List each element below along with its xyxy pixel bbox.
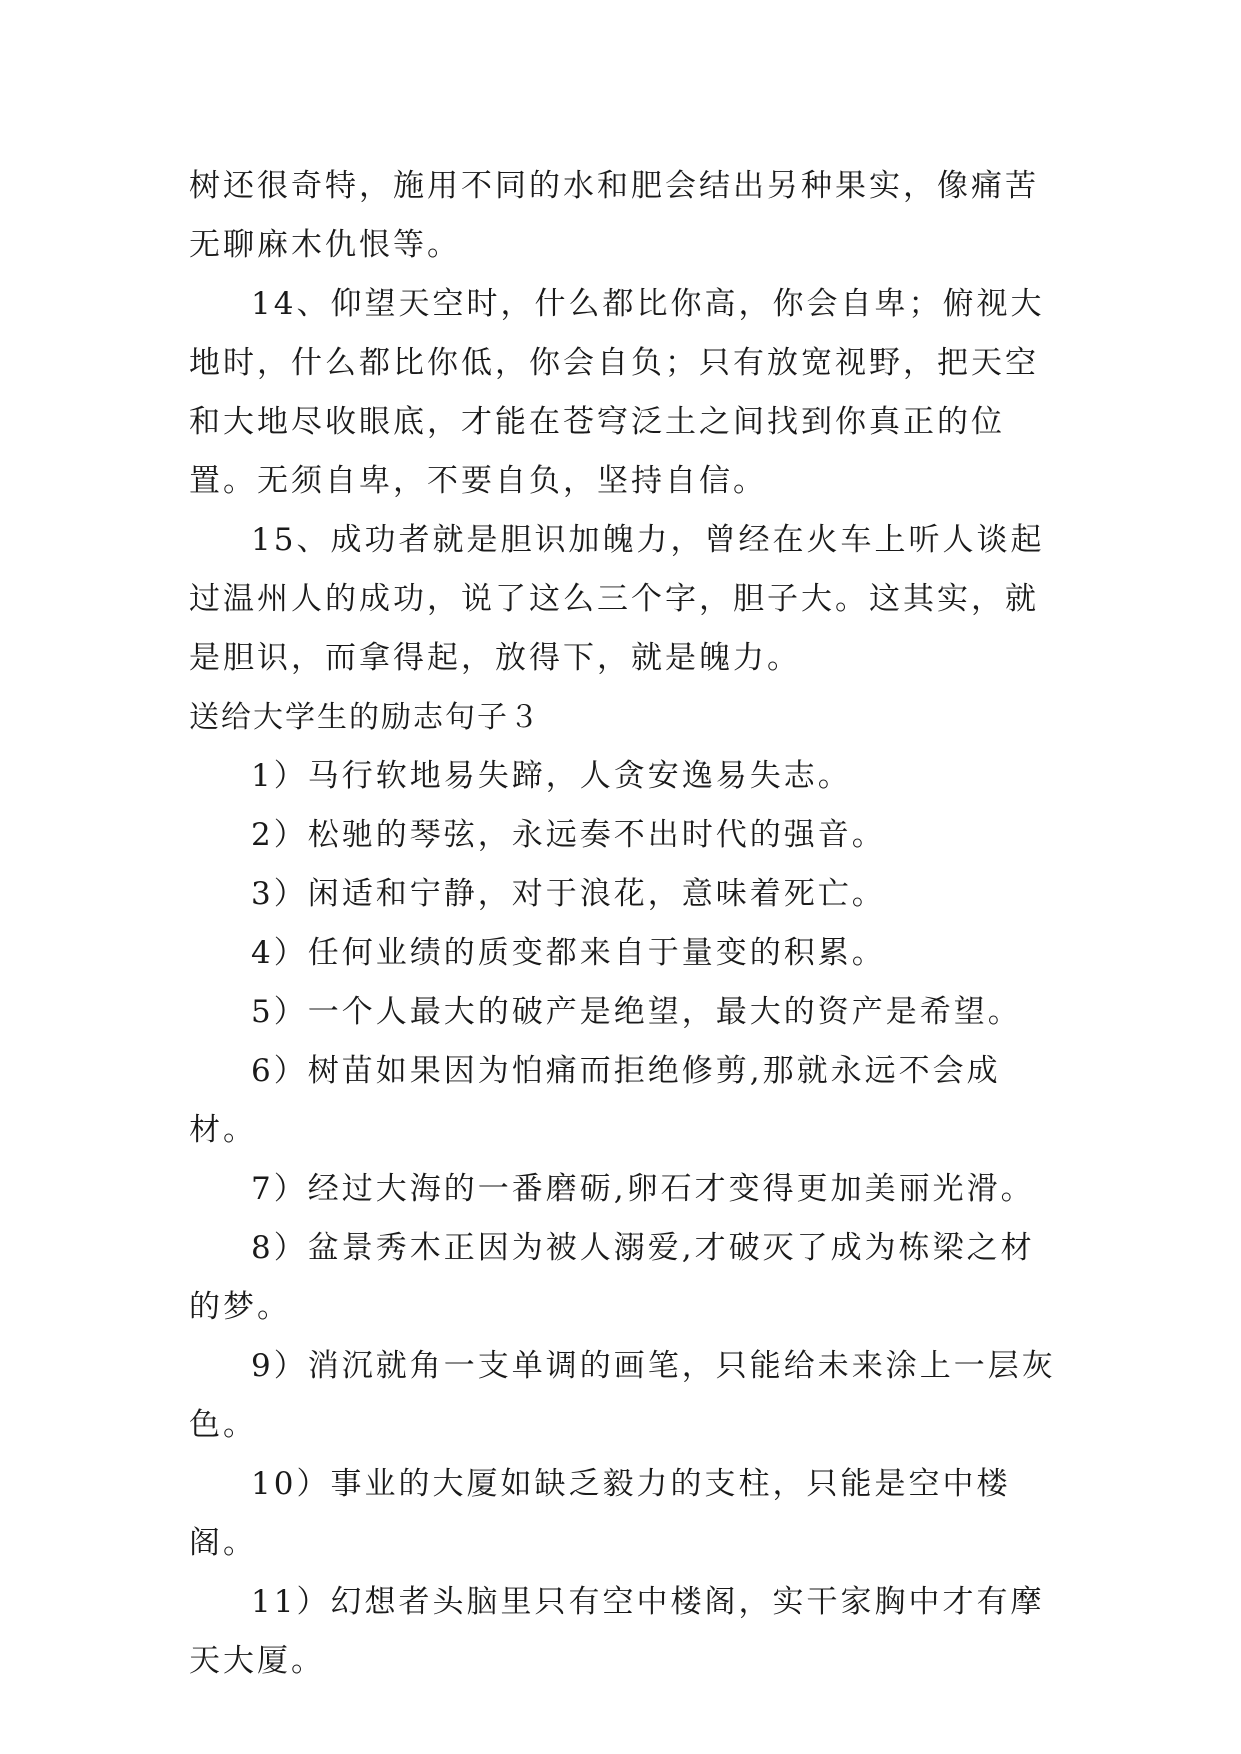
list-item: 6）树苗如果因为怕痛而拒绝修剪,那就永远不会成材。 <box>189 1053 1001 1148</box>
paragraph-continuation: 树还很奇特，施用不同的水和肥会结出另种果实，像痛苦无聊麻木仇恨等。 <box>189 168 1039 263</box>
list-item: 3）闲适和宁静，对于浪花，意味着死亡。 <box>251 876 886 912</box>
list-item: 11）幻想者头脑里只有空中楼阁，实干家胸中才有摩天大厦。 <box>189 1584 1045 1679</box>
list-item: 9）消沉就角一支单调的画笔，只能给未来涂上一层灰色。 <box>189 1348 1056 1443</box>
paragraph-14: 14、仰望天空时，什么都比你高，你会自卑；俯视大地时，什么都比你低，你会自负；只有放宽视野，把天空和大地尽收眼底，才能在苍穹泛土之间找到你真正的位置。无须自卑，不要自负，坚持自信。 <box>189 286 1045 499</box>
list-item: 5）一个人最大的破产是绝望，最大的资产是希望。 <box>251 994 1022 1030</box>
list-item: 10）事业的大厦如缺乏毅力的支柱，只能是空中楼阁。 <box>189 1466 1011 1561</box>
list-item: 4）任何业绩的质变都来自于量变的积累。 <box>251 935 886 971</box>
section-title: 送给大学生的励志句子３ <box>189 700 541 735</box>
list-item: 1）马行软地易失蹄，人贪安逸易失志。 <box>251 758 852 794</box>
list-item: 7）经过大海的一番磨砺,卵石才变得更加美丽光滑。 <box>251 1171 1035 1207</box>
list-item: 2）松驰的琴弦，永远奏不出时代的强音。 <box>251 817 886 853</box>
list-item: 8）盆景秀木正因为被人溺爱,才破灭了成为栋梁之材的梦。 <box>189 1230 1035 1325</box>
paragraph-15: 15、成功者就是胆识加魄力，曾经在火车上听人谈起过温州人的成功，说了这么三个字，胆子大。这其实，就是胆识，而拿得起，放得下，就是魄力。 <box>189 522 1045 676</box>
document-body <box>189 157 1059 1691</box>
